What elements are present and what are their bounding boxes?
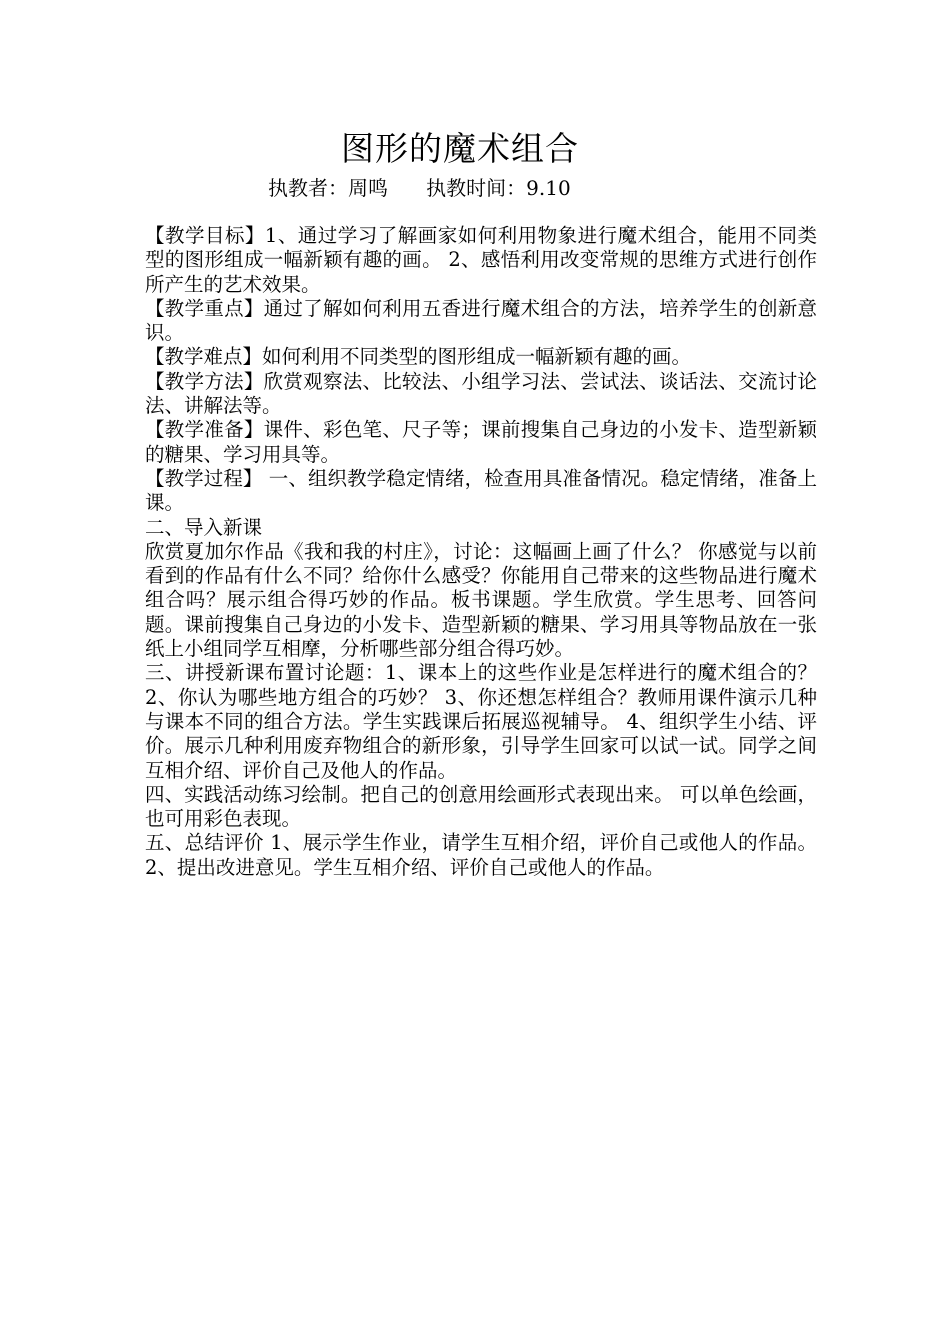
paragraph-section-two: 欣赏夏加尔作品《我和我的村庄》，讨论：这幅画上画了什么？ 你感觉与以前看到的作品有什么不同？给你什么感受？你能用自己带来的这些物品进行魔术组合吗？展示组合得巧妙的作品。板书课题。学生欣赏。学生思考、回答问题。课前搜集自己身边的小发卡、造型新颖的糖果、学习用具等物品放在一张纸上小组同学互相摩，分析哪些部分组合得巧妙。 (145, 539, 817, 661)
paragraph-key-points: 【教学重点】通过了解如何利用五香进行魔术组合的方法，培养学生的创新意识。 (145, 296, 817, 345)
paragraph-section-five: 五、总结评价 1、展示学生作业，请学生互相介绍，评价自己或他人的作品。 2、提出改进意见。学生互相介绍、评价自己或他人的作品。 (145, 831, 817, 879)
paragraph-methods: 【教学方法】欣赏观察法、比较法、小组学习法、尝试法、谈话法、交流讨论法、讲解法等。 (145, 369, 817, 418)
document-body (145, 224, 817, 880)
paragraph-teaching-goals: 【教学目标】1、通过学习了解画家如何利用物象进行魔术组合，能用不同类型的图形组成一幅新颖有趣的画。 2、感悟利用改变常规的思维方式进行创作所产生的艺术效果。 (145, 224, 817, 296)
paragraph-process: 【教学过程】 一、组织教学稳定情绪，检查用具准备情况。稳定情绪，准备上课。 (145, 466, 817, 515)
paragraph-preparation: 【教学准备】课件、彩色笔、尺子等；课前搜集自己身边的小发卡、造型新颖的糖果、学习用具等。 (145, 418, 817, 466)
document-title: 图形的魔术组合 (341, 129, 579, 168)
paragraph-difficulties: 【教学难点】如何利用不同类型的图形组成一幅新颖有趣的画。 (145, 345, 692, 369)
paragraph-section-three: 三、讲授新课布置讨论题：1、课本上的这些作业是怎样进行的魔术组合的？ 2、你认为哪些地方组合的巧妙？ 3、你还想怎样组合？教师用课件演示几种与课本不同的组合方法。学生实践课后拓展巡视辅导。 4、组织学生小结、评价。展示几种利用废弃物组合的新形象，引导学生回家可以试一试。同学之间互相介绍、评价自己及他人的作品。 (145, 661, 817, 782)
paragraph-section-four: 四、实践活动练习绘制。把自己的创意用绘画形式表现出来。 可以单色绘画，也可用彩色表现。 (145, 782, 817, 831)
document-subtitle: 执教者：周鸣 执教时间：9.10 (268, 176, 571, 200)
paragraph-section-two-heading: 二、导入新课 (145, 515, 263, 539)
